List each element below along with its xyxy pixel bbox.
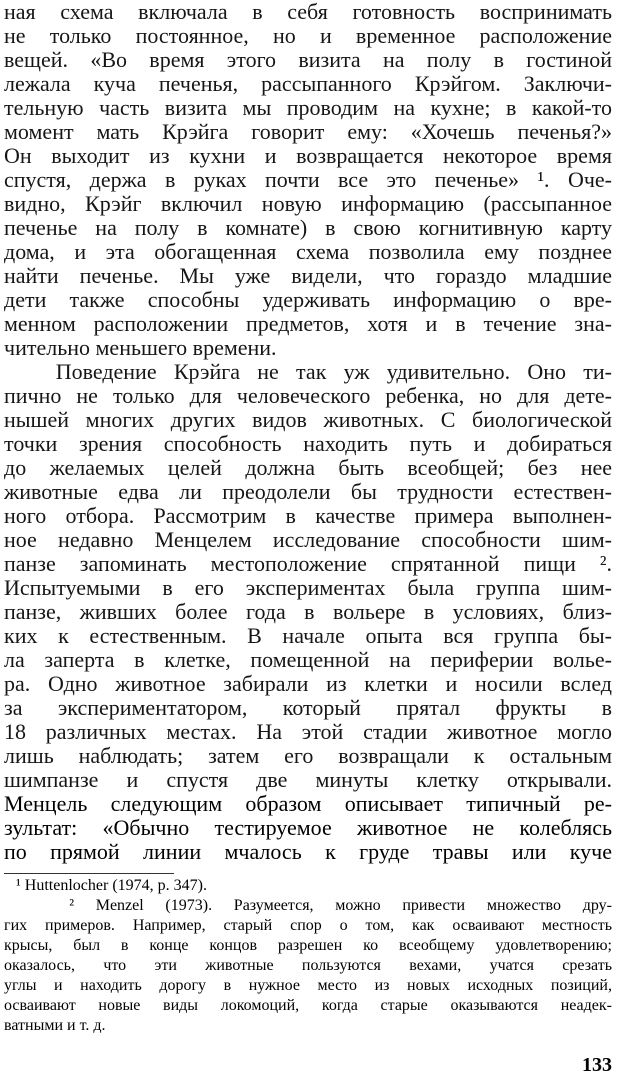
text-line: панзе, живших более года в вольере в условиях, близ- [4,600,612,624]
text-line: Испытуемыми в его экспериментах была группа шим- [4,576,612,600]
text-line: тельную часть визита мы проводим на кухне; в какой-то [4,96,612,120]
text-line: печенье на полу в комнате) в свою когнитивную карту [4,216,612,240]
text-line: ра. Одно животное забирали из клетки и носили вслед [4,672,612,696]
footnote-line: крысы, был в конце концов разрешен ко всеобщему удовлетворению; [4,937,612,954]
text-line: дома, и эта обогащенная схема позволила ему позднее [4,240,612,264]
text-line: Он выходит из кухни и возвращается некоторое время [4,144,612,168]
text-line: по прямой линии мчалось к груде травы или куче [4,840,612,864]
text-line: пично не только для человеческого ребенка, но для дете- [4,384,612,408]
text-line: спустя, держа в руках почти все это печенье» ¹. Оче- [4,168,612,192]
text-line: до желаемых целей должна быть всеобщей; без нее [4,456,612,480]
footnote-line: ² Menzel (1973). Разумеется, можно привести множество дру- [4,897,612,914]
text-line: панзе запоминать местоположение спрятанной пищи ². [4,552,612,576]
text-line: Менцель следующим образом описывает типичный ре- [4,792,612,816]
text-line: шимпанзе и спустя две минуты клетку открывали. [4,768,612,792]
text-line: зультат: «Обычно тестируемое животное не колеблясь [4,816,612,840]
text-line: чительно меньшего времени. [4,336,277,360]
text-line: вещей. «Во время этого визита на полу в гостиной [4,48,612,72]
footnote-line: ватными и т. д. [4,1017,106,1034]
text-line: видно, Крэйг включил новую информацию (рассыпанное [4,192,612,216]
text-line: нышей многих других видов животных. С биологической [4,408,612,432]
text-line: Поведение Крэйга не так уж удивительно. Оно ти- [4,360,612,384]
footnote-line: ¹ Huttenlocher (1974, p. 347). [4,877,207,894]
text-line: лишь наблюдать; затем его возвращали к остальным [4,744,612,768]
text-line: 18 различных местах. На этой стадии животное могло [4,720,612,744]
text-line: момент мать Крэйга говорит ему: «Хочешь печенья?» [4,120,612,144]
text-line: за экспериментатором, который прятал фрукты в [4,696,612,720]
text-line: не только постоянное, но и временное расположение [4,24,612,48]
footnote-line: осваивают новые виды локомоций, когда старые оказываются неадек- [4,997,612,1014]
text-line: ких к естественным. В начале опыта вся группа бы- [4,624,612,648]
text-line: ное недавно Менцелем исследование способности шим- [4,528,612,552]
text-line: ного отбора. Рассмотрим в качестве примера выполнен- [4,504,612,528]
text-line: лежала куча печенья, рассыпанного Крэйгом. Заключи- [4,72,612,96]
text-line: точки зрения способность находить путь и добираться [4,432,612,456]
text-line: ла заперта в клетке, помещенной на периферии волье- [4,648,612,672]
text-line: найти печенье. Мы уже видели, что гораздо младшие [4,264,612,288]
text-line: животные едва ли преодолели бы трудности естествен- [4,480,612,504]
footnote-line: гих примеров. Например, старый спор о том, как осваивают местность [4,917,612,934]
text-line: ная схема включала в себя готовность воспринимать [4,0,612,24]
footnote-line: углы и находить дорогу в нужное место из новых исходных позиций, [4,977,612,994]
page-number: 133 [582,1054,612,1076]
text-line: дети также способны удерживать информацию о вре- [4,288,612,312]
footnote-separator [4,873,174,874]
footnote-line: оказалось, что эти животные пользуются вехами, учатся срезать [4,957,612,974]
text-line: менном расположении предметов, хотя и в течение зна- [4,312,612,336]
